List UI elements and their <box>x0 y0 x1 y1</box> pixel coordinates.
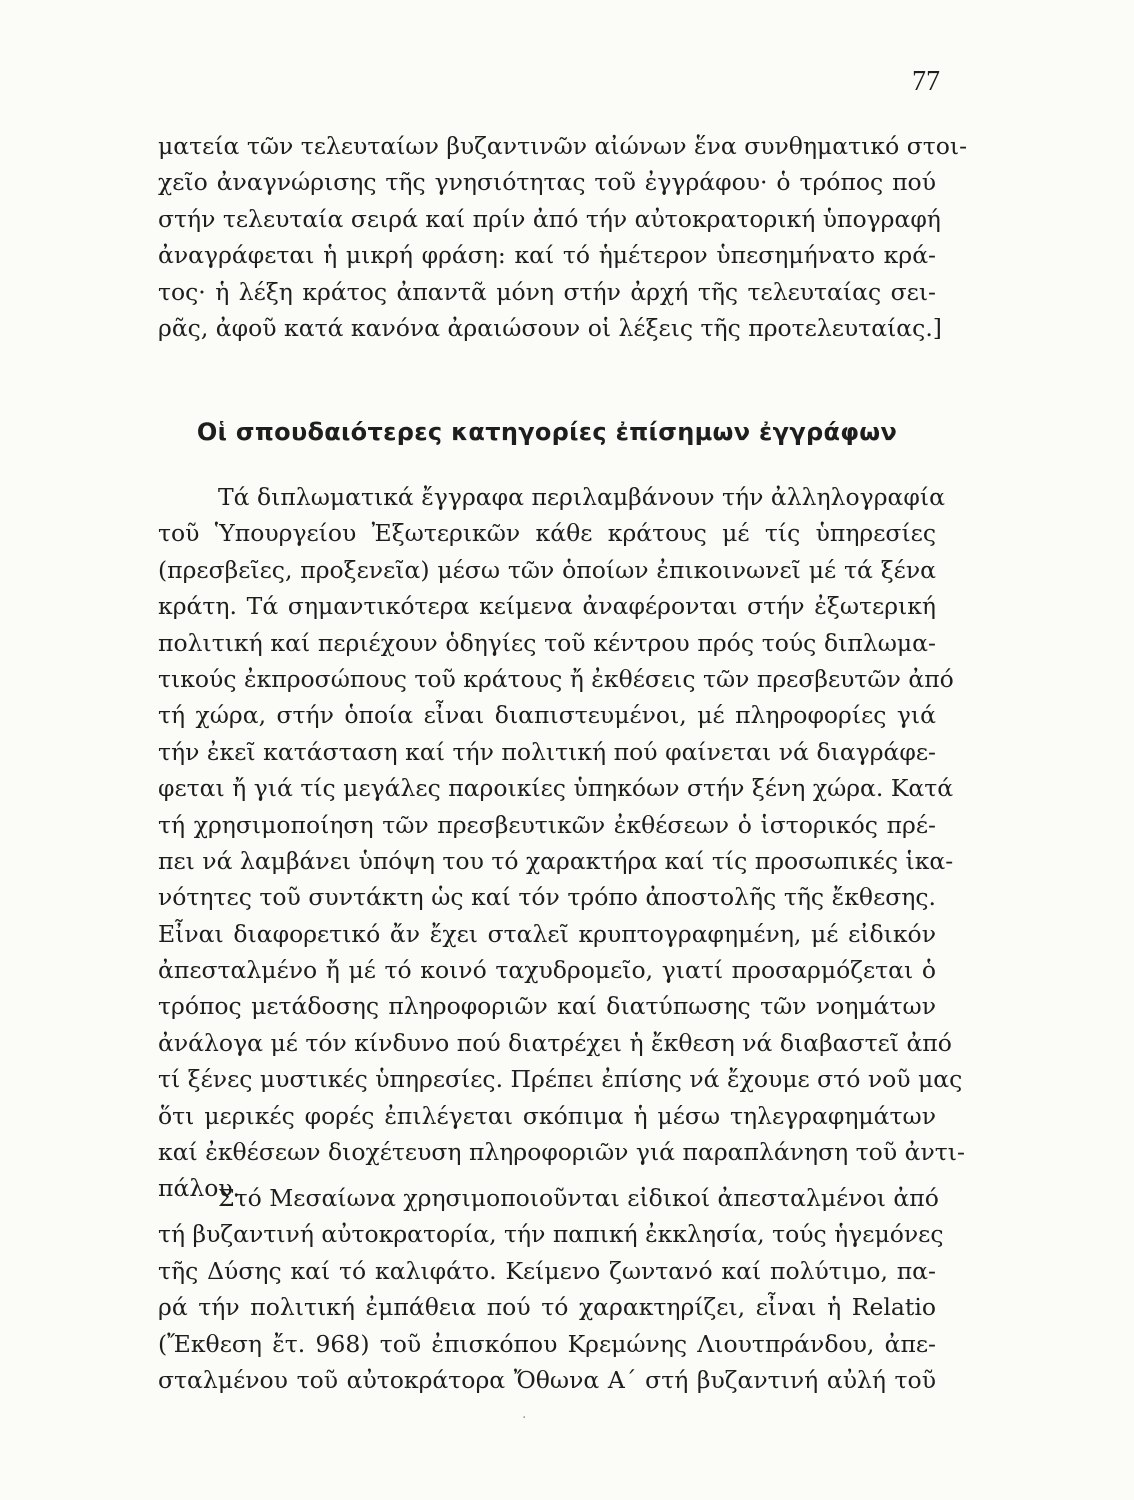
text-line: τοῦ Ὑπουργείου Ἐξωτερικῶν κάθε κράτους μέ τίς ὑπηρεσίες <box>158 519 936 548</box>
text-line: (πρεσβεῖες, προξενεῖα) μέσω τῶν ὁποίων ἐπικοινωνεῖ μέ τά ξένα <box>158 555 936 584</box>
text-line: φεται ἤ γιά τίς μεγάλες παροικίες ὑπηκόων στήν ξένη χώρα. Κατά <box>158 774 954 803</box>
page-number: 77 <box>912 66 940 97</box>
text-line: (Ἔκθεση ἔτ. 968) τοῦ ἐπισκόπου Κρεμώνης Λιουτπράνδου, ἀπε- <box>158 1329 936 1358</box>
text-line: τος· ἡ λέξη κράτος ἀπαντᾶ μόνη στήν ἀρχή τῆς τελευταίας σει- <box>158 277 936 306</box>
text-line: πει νά λαμβάνει ὑπόψη του τό χαρακτήρα καί τίς προσωπικές ἱκα- <box>158 846 954 875</box>
text-line: τή βυζαντινή αὐτοκρατορία, τήν παπική ἐκκλησία, τούς ἡγεμόνες <box>158 1220 944 1249</box>
text-line: τή χρησιμοποίηση τῶν πρεσβευτικῶν ἐκθέσεων ὁ ἱστορικός πρέ- <box>158 810 936 839</box>
text-line: Στό Μεσαίωνα χρησιμοποιοῦνται εἰδικοί ἀπεσταλμένοι ἀπό <box>218 1184 939 1212</box>
text-line: κράτη. Τά σημαντικότερα κείμενα ἀναφέρονται στήν ἐξωτερική <box>158 592 936 621</box>
paragraph-middle-ages <box>158 1180 944 1398</box>
text-line: ρά τήν πολιτική ἐμπάθεια πού τό χαρακτηρίζει, εἶναι ἡ Relatio <box>158 1293 936 1322</box>
text-line: χεῖο ἀναγνώρισης τῆς γνησιότητας τοῦ ἐγγράφου· ὁ τρόπος πού <box>158 168 936 197</box>
text-line: καί ἐκθέσεων διοχέτευση πληροφοριῶν γιά παραπλάνηση τοῦ ἀντι- <box>158 1138 965 1167</box>
text-line: τήν ἐκεῖ κατάσταση καί τήν πολιτική πού φαίνεται νά διαγράφε- <box>158 737 936 766</box>
text-line: ὅτι μερικές φορές ἐπιλέγεται σκόπιμα ἡ μέσω τηλεγραφημάτων <box>158 1101 936 1130</box>
intro-paragraph <box>158 128 968 346</box>
ink-smudge: · <box>522 1410 527 1426</box>
text-line: στήν τελευταία σειρά καί πρίν ἀπό τήν αὐτοκρατορική ὑπογραφή <box>158 204 941 233</box>
text-line: ἀναγράφεται ἡ μικρή φράση: καί τό ἡμέτερον ὑπεσημήνατο κρά- <box>158 241 936 270</box>
text-line: πάλου. <box>158 1174 241 1203</box>
text-line: ματεία τῶν τελευταίων βυζαντινῶν αἰώνων ἕνα συνθηματικό στοι- <box>158 132 968 160</box>
text-line: τῆς Δύσης καί τό καλιφάτο. Κείμενο ζωντανό καί πολύτιμο, πα- <box>158 1256 936 1285</box>
text-line: ρᾶς, ἀφοῦ κατά κανόνα ἀραιώσουν οἱ λέξεις τῆς προτελευταίας.] <box>158 313 942 342</box>
text-line: ἀπεσταλμένο ἤ μέ τό κοινό ταχυδρομεῖο, γιατί προσαρμόζεται ὁ <box>158 956 936 985</box>
text-line: τή χώρα, στήν ὁποία εἶναι διαπιστευμένοι, μέ πληροφορίες γιά <box>158 701 936 730</box>
text-line: σταλμένου τοῦ αὐτοκράτορα Ὄθωνα Α΄ στή βυζαντινή αὐλή τοῦ <box>158 1365 936 1394</box>
text-line: Εἶναι διαφορετικό ἄν ἔχει σταλεῖ κρυπτογραφημένη, μέ εἰδικόν <box>158 919 936 948</box>
text-line: τί ξένες μυστικές ὑπηρεσίες. Πρέπει ἐπίσης νά ἔχουμε στό νοῦ μας <box>158 1065 963 1094</box>
text-line: νότητες τοῦ συντάκτη ὡς καί τόν τρόπο ἀποστολῆς τῆς ἔκθεσης. <box>158 883 936 912</box>
text-line: τικούς ἐκπροσώπους τοῦ κράτους ἤ ἐκθέσεις τῶν πρεσβευτῶν ἀπό <box>158 664 954 693</box>
text-line: τρόπος μετάδοσης πληροφοριῶν καί διατύπωσης τῶν νοημάτων <box>158 992 936 1021</box>
text-line: ἀνάλογα μέ τόν κίνδυνο πού διατρέχει ἡ ἔκθεση νά διαβαστεῖ ἀπό <box>158 1028 952 1057</box>
text-line: πολιτική καί περιέχουν ὁδηγίες τοῦ κέντρου πρός τούς διπλωμα- <box>158 628 936 657</box>
paragraph-diplomatic-documents <box>158 479 965 1207</box>
section-heading: Οἱ σπουδαιότερες κατηγορίες ἐπίσημων ἐγγράφων <box>196 418 898 446</box>
text-line: Τά διπλωματικά ἔγγραφα περιλαμβάνουν τήν ἀλληλογραφία <box>218 483 945 511</box>
